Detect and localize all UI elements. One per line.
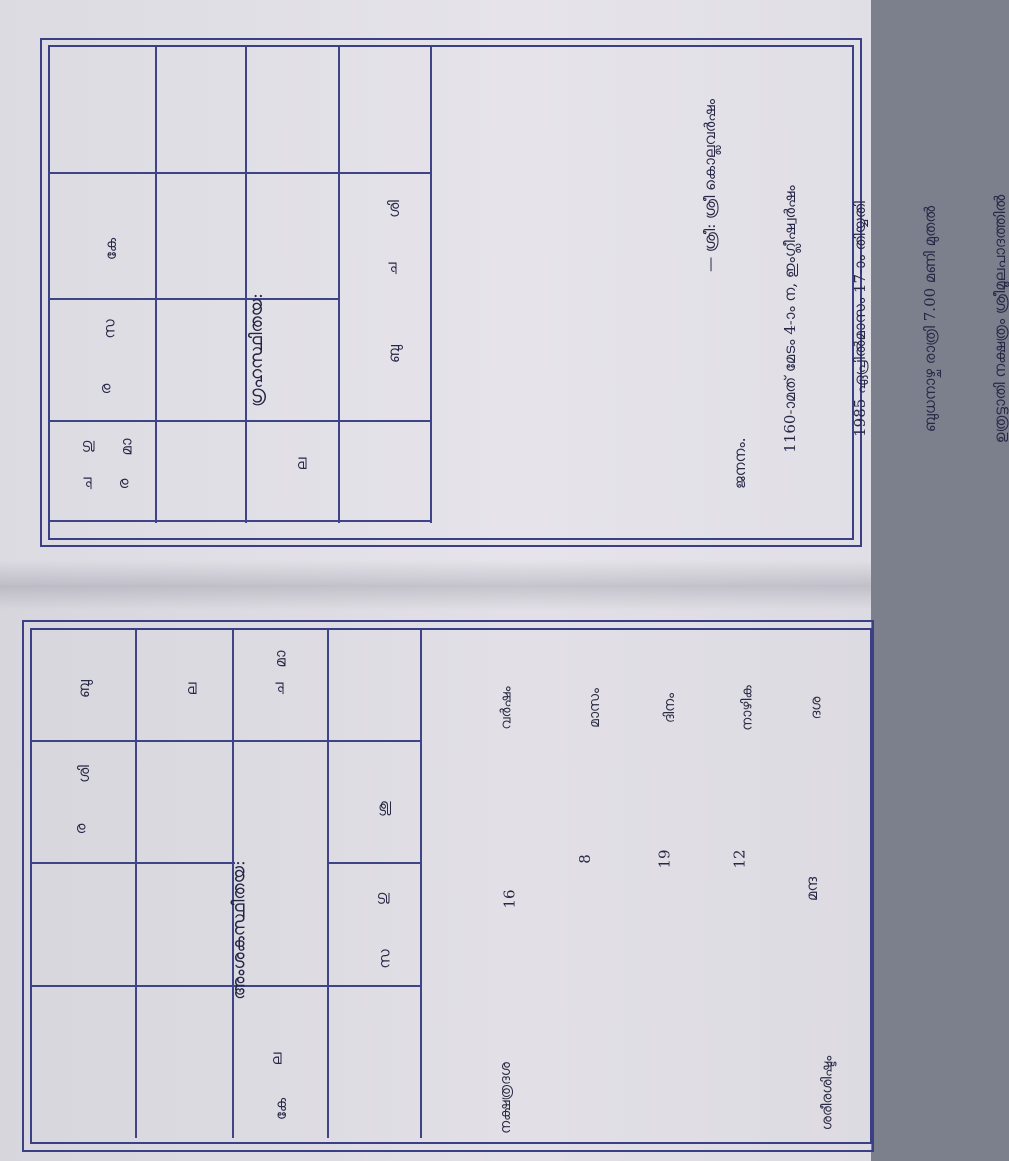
- amsha-cell-3: ബു: [75, 679, 94, 699]
- amsha-cell-2: ല: [182, 682, 201, 696]
- dasha-row4-value: 12: [730, 849, 749, 869]
- navamsha-cell-1a: ച: [77, 477, 96, 491]
- dasha-row2-value: 8: [575, 854, 594, 864]
- dasha-row1-value: 16: [500, 889, 519, 909]
- amsha-cell-4b: മാ: [271, 650, 290, 668]
- amsha-cell-1b: ശി: [74, 765, 93, 783]
- dasha-row3-value: 19: [655, 849, 674, 869]
- note-line-3: 1985 ഏപ്രിൽമാസം 17-ാം തിയ്യതി: [851, 201, 869, 437]
- navamsha-title: ഗ്രഹസ്ഥിതയ:: [246, 293, 267, 407]
- dasha-row1-label: നക്ഷത്രദശ: [497, 1062, 514, 1134]
- dasha-row5-label: ശരീരശിഷ്ടം: [819, 1055, 836, 1131]
- dasha-row5-unit: ദശ: [808, 696, 825, 720]
- note-line-2: 1160-ാമത് മേടം 4-ാം ന, ഇംഗ്ലീഷ്വർഷം: [781, 185, 799, 453]
- amsha-cell-6c: ശു: [373, 801, 392, 817]
- navamsha-cell-2b: സ: [100, 319, 119, 339]
- navamsha-cell-1c: ര: [114, 478, 133, 490]
- navamsha-cell-2a: ര: [96, 383, 115, 395]
- amsha-cell-4: ച: [269, 682, 288, 696]
- amsha-cell-6b: ഗു: [372, 892, 391, 906]
- amsha-cell-5a: ല: [267, 1052, 286, 1066]
- amsha-cell-5b: കേ: [272, 1097, 291, 1121]
- navamsha-cell-5a: ബു: [385, 344, 404, 364]
- dasha-row5-value: മന്ദ: [802, 877, 821, 901]
- note-line-4: ബുധനാഴ്ച രാത്രി 7.00 മണി മുതൽ: [921, 205, 939, 433]
- amsha-cell-6a: സ: [375, 949, 394, 969]
- dasha-row1-unit: വർഷം: [498, 686, 515, 730]
- navamsha-cell-3: കേ: [102, 237, 121, 261]
- navamsha-cell-5c: ശി: [384, 200, 403, 218]
- note-line-5: ഉത്രട്ടാതി നക്ഷത്രം ശ്രീമൂലപാദത്തിൽ: [991, 194, 1009, 444]
- page-fold: [0, 560, 871, 610]
- amsha-title: അംശകസ്ഥിതയ:: [229, 860, 250, 1000]
- navamsha-cell-1d: മാ: [117, 438, 136, 456]
- amsha-cell-1a: ര: [71, 823, 90, 835]
- note-line-6: ജനനം.: [731, 437, 749, 489]
- dasha-row3-unit: ദിനം: [662, 693, 678, 723]
- note-line-1: — ശ്രീ: ശ്രീ കൊല്ലവർഷം: [701, 99, 719, 272]
- navamsha-cell-1b: ഗു: [77, 440, 96, 454]
- dasha-row2-unit: മാസം: [586, 688, 603, 728]
- dasha-row4-unit: നാഴിക: [739, 685, 756, 731]
- navamsha-cell-5b: ച: [382, 262, 401, 276]
- navamsha-cell-4: ല: [292, 457, 311, 471]
